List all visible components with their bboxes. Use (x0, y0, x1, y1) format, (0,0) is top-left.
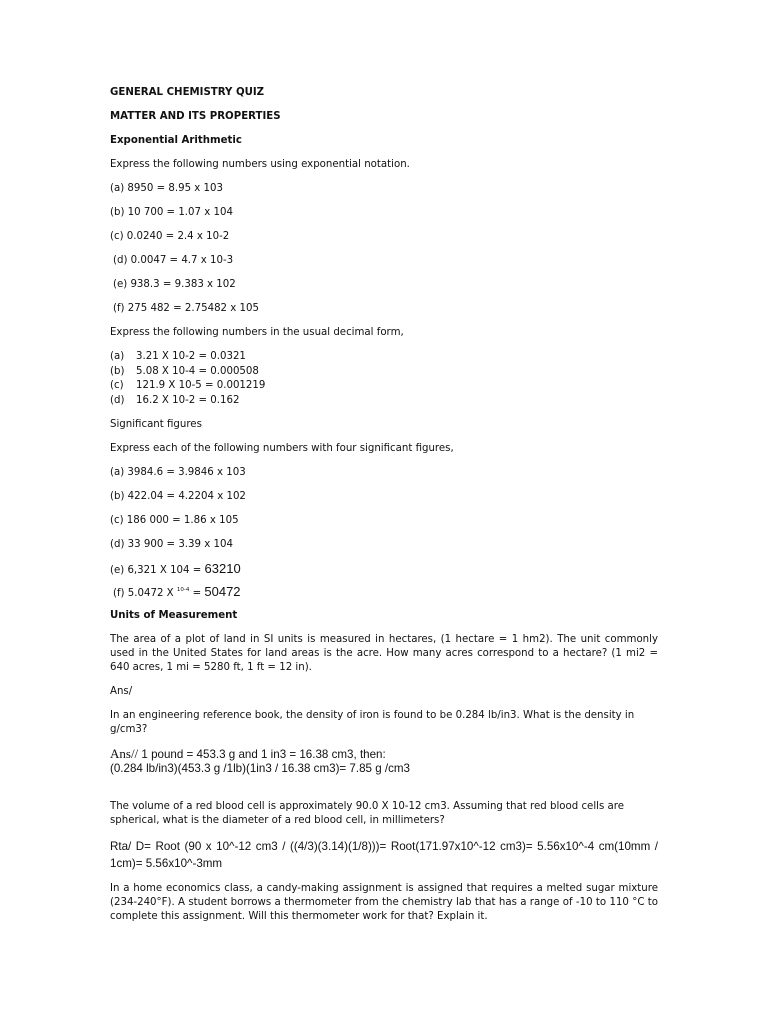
answer-2-line-1-text: 1 pound = 453.3 g and 1 in3 = 16.38 cm3, then: (141, 747, 386, 761)
list-label: (d) (110, 395, 125, 407)
item-e-prefix: (e) 6,321 X 104 = (110, 564, 205, 576)
list-text: 3.21 X 10-2 = 0.0321 (136, 351, 246, 362)
section-heading-sigfigs: Significant figures (110, 418, 202, 430)
units-answer-2 (110, 747, 658, 776)
quiz-subtitle: MATTER AND ITS PROPERTIES (110, 111, 281, 122)
exponential-item-c: (c) 0.0240 = 2.4 x 10-2 (110, 231, 230, 242)
exponential-item-a: (a) 8950 = 8.95 x 103 (110, 183, 224, 194)
units-question-3: The volume of a red blood cell is approximately 90.0 X 10-12 cm3. Assuming that red blood cells are spherical, what is the diameter of a red blood cell, in millimeters? (110, 800, 624, 826)
sigfigs-item-c: (c) 186 000 = 1.86 x 105 (110, 514, 239, 526)
sigfigs-item-d: (d) 33 900 = 3.39 x 104 (110, 538, 233, 550)
list-label: (b) (110, 365, 125, 377)
decimal-item-d (110, 394, 658, 409)
sigfigs-item-a: (a) 3984.6 = 3.9846 x 103 (110, 466, 246, 478)
list-text: 5.08 X 10-4 = 0.000508 (136, 365, 259, 377)
answer-2-line-2: (0.284 lb/in3)(453.3 g /1lb)(1in3 / 16.38 cm3)= 7.85 g /cm3 (110, 761, 410, 775)
list-text: 16.2 X 10-2 = 0.162 (136, 395, 240, 407)
units-question-4: In a home economics class, a candy-making assignment is assigned that requires a melted sugar mixture (234-240°F). A student borrows a thermometer from the chemistry lab that has a range of -10 to 110 °C to complete this assignment. Will this thermometer work for that? Explain it. (110, 882, 658, 922)
item-e-answer: 63210 (204, 560, 241, 576)
units-question-2: In an engineering reference book, the density of iron is found to be 0.284 lb/in3. What is the density in g/cm3? (110, 709, 635, 735)
exponential-item-d: (d) 0.0047 = 4.7 x 10-3 (113, 255, 234, 266)
decimal-item-c (110, 379, 658, 394)
decimal-item-a (110, 350, 658, 365)
decimal-list (110, 350, 658, 409)
sigfigs-intro: Express each of the following numbers with four significant figures, (110, 442, 454, 454)
units-answer-1: Ans/ (110, 685, 133, 697)
section-heading-exponential: Exponential Arithmetic (110, 135, 242, 146)
sigfigs-item-b: (b) 422.04 = 4.2204 x 102 (110, 490, 246, 502)
item-f-answer: 50472 (204, 583, 241, 599)
quiz-title: GENERAL CHEMISTRY QUIZ (110, 87, 265, 98)
document-page (110, 86, 658, 924)
item-f-equals: = (189, 587, 205, 599)
item-f-prefix: (f) 5.0472 X (113, 587, 177, 599)
units-answer-3: Rta/ D= Root (90 x 10^-12 cm3 / ((4/3)(3.14)(1/8)))= Root(171.97x10^-12 cm3)= 5.56x10^-4 cm(10mm / 1cm)= 5.56x10^-3mm (110, 839, 658, 870)
list-label: (a) (110, 351, 125, 362)
list-label: (c) (110, 380, 124, 392)
item-f-superscript: 10-4 (176, 586, 190, 593)
answer-2-prefix: Ans// (110, 745, 142, 761)
decimal-item-b (110, 365, 658, 380)
units-question-1: The area of a plot of land in SI units is measured in hectares, (1 hectare = 1 hm2). The unit commonly used in the United States for land areas is the acre. How many acres correspond to a hectare? (1 mi2 = 640 acres, 1 mi = 5280 ft, 1 ft = 12 in). (110, 633, 658, 673)
exponential-intro-1: Express the following numbers using exponential notation. (110, 159, 410, 170)
answer-2-line-1 (110, 747, 658, 762)
exponential-item-e: (e) 938.3 = 9.383 x 102 (113, 279, 236, 290)
sigfigs-item-e (110, 562, 658, 578)
sigfigs-item-f (110, 585, 658, 602)
exponential-item-b: (b) 10 700 = 1.07 x 104 (110, 207, 233, 218)
section-heading-units: Units of Measurement (110, 609, 238, 621)
exponential-intro-2: Express the following numbers in the usual decimal form, (110, 327, 404, 338)
exponential-item-f: (f) 275 482 = 2.75482 x 105 (113, 303, 259, 314)
list-text: 121.9 X 10-5 = 0.001219 (136, 380, 266, 392)
